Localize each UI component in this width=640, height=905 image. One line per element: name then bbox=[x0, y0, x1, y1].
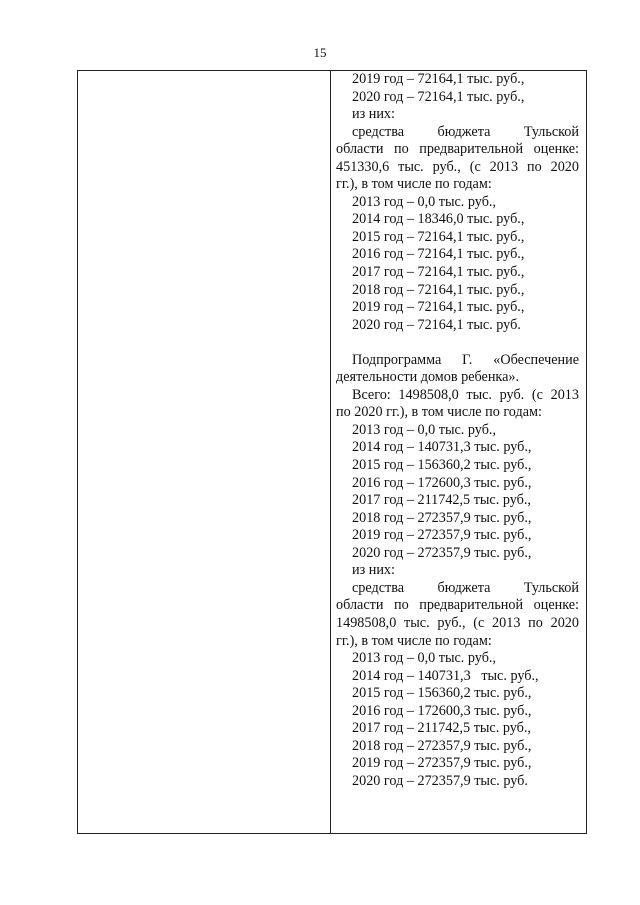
year-line: 2020 год – 272357,9 тыс. руб. bbox=[352, 772, 528, 789]
block1-source-paragraph bbox=[336, 124, 579, 194]
block2-source-paragraph bbox=[336, 580, 579, 650]
source-line: средства бюджета Тульской bbox=[352, 123, 579, 140]
block1-top-years bbox=[336, 71, 579, 106]
block2-year-list bbox=[336, 650, 579, 790]
total-line: по 2020 гг.), в том числе по годам: bbox=[336, 404, 542, 421]
source-line: 451330,6 тыс. руб., (с 2013 по 2020 bbox=[336, 158, 579, 175]
source-line: гг.), в том числе по годам: bbox=[336, 176, 492, 193]
year-line: 2018 год – 72164,1 тыс. руб., bbox=[352, 281, 525, 298]
funding-text-column bbox=[336, 71, 579, 790]
total-year-list bbox=[336, 422, 579, 562]
year-line: 2014 год – 18346,0 тыс. руб., bbox=[352, 211, 525, 228]
year-line: 2018 год – 272357,9 тыс. руб., bbox=[352, 737, 532, 754]
year-line: 2015 год – 156360,2 тыс. руб., bbox=[352, 685, 532, 702]
year-line: 2013 год – 0,0 тыс. руб., bbox=[352, 193, 497, 210]
heading-line: деятельности домов ребенка». bbox=[336, 369, 520, 386]
year-line: 2015 год – 156360,2 тыс. руб., bbox=[352, 457, 532, 474]
year-line: 2016 год – 172600,3 тыс. руб., bbox=[352, 702, 532, 719]
total-line: Всего: 1498508,0 тыс. руб. (с 2013 bbox=[352, 386, 579, 403]
year-line: 2019 год – 72164,1 тыс. руб., bbox=[352, 71, 525, 87]
year-line: 2020 год – 272357,9 тыс. руб., bbox=[352, 544, 532, 561]
paragraph-gap bbox=[336, 334, 579, 352]
year-line: 2014 год – 140731,3 тыс. руб., bbox=[352, 439, 532, 456]
year-line: 2013 год – 0,0 тыс. руб., bbox=[352, 650, 497, 667]
year-line: 2013 год – 0,0 тыс. руб., bbox=[352, 421, 497, 438]
year-line: 2014 год – 140731,3 тыс. руб., bbox=[352, 667, 539, 684]
source-line: области по предварительной оценке: bbox=[336, 597, 579, 614]
year-line: 2018 год – 272357,9 тыс. руб., bbox=[352, 509, 532, 526]
year-line: 2020 год – 72164,1 тыс. руб. bbox=[352, 316, 521, 333]
budget-table bbox=[77, 70, 587, 834]
year-line: 2017 год – 211742,5 тыс. руб., bbox=[352, 720, 531, 737]
subprogram-heading bbox=[336, 352, 579, 387]
total-paragraph bbox=[336, 387, 579, 422]
source-line: гг.), в том числе по годам: bbox=[336, 632, 492, 649]
year-line: 2016 год – 72164,1 тыс. руб., bbox=[352, 246, 525, 263]
column-divider bbox=[330, 71, 331, 833]
year-line: 2020 год – 72164,1 тыс. руб., bbox=[352, 88, 525, 105]
source-line: средства бюджета Тульской bbox=[352, 579, 579, 596]
year-line: 2019 год – 72164,1 тыс. руб., bbox=[352, 299, 525, 316]
block1-year-list bbox=[336, 194, 579, 334]
year-line: 2019 год – 272357,9 тыс. руб., bbox=[352, 755, 532, 772]
heading-line: Подпрограмма Г. «Обеспечение bbox=[352, 351, 579, 368]
year-line: 2015 год – 72164,1 тыс. руб., bbox=[352, 228, 525, 245]
of-which-label: из них: bbox=[352, 106, 395, 123]
year-line: 2017 год – 211742,5 тыс. руб., bbox=[352, 492, 531, 509]
page-number: 15 bbox=[313, 45, 327, 60]
of-which-label: из них: bbox=[352, 562, 395, 579]
year-line: 2016 год – 172600,3 тыс. руб., bbox=[352, 474, 532, 491]
source-line: 1498508,0 тыс. руб., (с 2013 по 2020 bbox=[336, 614, 579, 631]
year-line: 2017 год – 72164,1 тыс. руб., bbox=[352, 264, 525, 281]
source-line: области по предварительной оценке: bbox=[336, 141, 579, 158]
year-line: 2019 год – 272357,9 тыс. руб., bbox=[352, 527, 532, 544]
